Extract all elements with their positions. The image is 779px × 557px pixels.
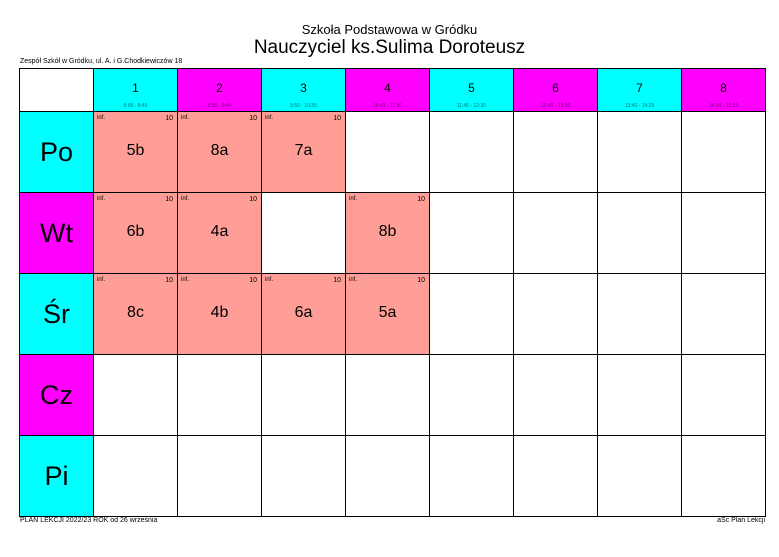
empty-cell bbox=[598, 436, 682, 517]
lesson-room: 10 bbox=[165, 196, 173, 203]
lesson-room: 10 bbox=[333, 277, 341, 284]
lesson-subject: inf. bbox=[181, 277, 190, 283]
empty-cell bbox=[682, 274, 766, 355]
period-time: 12:45 - 13:30 bbox=[540, 103, 571, 109]
empty-cell bbox=[178, 436, 262, 517]
empty-cell bbox=[94, 436, 178, 517]
empty-cell bbox=[178, 355, 262, 436]
grid-corner bbox=[20, 69, 94, 112]
empty-cell bbox=[514, 193, 598, 274]
lesson-subject: inf. bbox=[181, 115, 190, 121]
lesson-class: 5a bbox=[378, 304, 397, 321]
period-number: 7 bbox=[636, 81, 643, 95]
period-time: 8:55 - 9:40 bbox=[207, 103, 232, 109]
period-time: 13:40 - 14:25 bbox=[624, 103, 655, 109]
lesson-class: 7a bbox=[294, 142, 313, 159]
day-row bbox=[20, 112, 766, 193]
period-header-7 bbox=[598, 69, 682, 112]
period-time: 11:45 - 12:30 bbox=[456, 103, 487, 109]
lesson-room: 10 bbox=[417, 196, 425, 203]
day-row bbox=[20, 193, 766, 274]
lesson-room: 10 bbox=[417, 277, 425, 284]
lesson-subject: inf. bbox=[181, 196, 190, 202]
period-number: 6 bbox=[552, 81, 559, 95]
empty-cell bbox=[598, 112, 682, 193]
lesson-room: 10 bbox=[249, 115, 257, 122]
period-number: 5 bbox=[468, 81, 475, 95]
day-label: Pi bbox=[20, 436, 94, 517]
period-time: 9:50 - 10:35 bbox=[290, 103, 317, 109]
empty-cell bbox=[682, 112, 766, 193]
footer-plan-info: PLAN LEKCJI 2022/23 ROK od 26 września bbox=[20, 517, 158, 524]
lesson-cell[interactable] bbox=[178, 274, 262, 355]
lesson-subject: inf. bbox=[97, 196, 106, 202]
empty-cell bbox=[682, 193, 766, 274]
day-row bbox=[20, 274, 766, 355]
day-row bbox=[20, 355, 766, 436]
empty-cell bbox=[598, 355, 682, 436]
lesson-class: 8a bbox=[210, 142, 229, 159]
period-number: 4 bbox=[384, 81, 391, 95]
lesson-cell[interactable] bbox=[262, 274, 346, 355]
empty-cell bbox=[682, 436, 766, 517]
empty-cell bbox=[346, 355, 430, 436]
period-header-5 bbox=[430, 69, 514, 112]
empty-cell bbox=[514, 274, 598, 355]
lesson-cell[interactable] bbox=[346, 274, 430, 355]
empty-cell bbox=[598, 193, 682, 274]
empty-cell bbox=[262, 436, 346, 517]
timetable-grid bbox=[19, 68, 766, 517]
empty-cell bbox=[514, 436, 598, 517]
lesson-subject: inf. bbox=[265, 277, 274, 283]
period-time: 8:00 - 8:45 bbox=[123, 103, 148, 109]
empty-cell bbox=[514, 112, 598, 193]
lesson-cell[interactable] bbox=[262, 112, 346, 193]
lesson-cell[interactable] bbox=[178, 112, 262, 193]
empty-cell bbox=[262, 355, 346, 436]
lesson-room: 10 bbox=[249, 196, 257, 203]
timetable-body bbox=[20, 69, 766, 517]
page-title: Nauczyciel ks.Sulima Doroteusz bbox=[253, 37, 526, 58]
lesson-room: 10 bbox=[165, 277, 173, 284]
empty-cell bbox=[346, 436, 430, 517]
empty-cell bbox=[514, 355, 598, 436]
period-header-2 bbox=[178, 69, 262, 112]
period-number: 8 bbox=[720, 81, 727, 95]
period-header-1 bbox=[94, 69, 178, 112]
empty-cell bbox=[94, 355, 178, 436]
day-label: Po bbox=[20, 112, 94, 193]
lesson-cell[interactable] bbox=[178, 193, 262, 274]
day-label: Wt bbox=[20, 193, 94, 274]
lesson-subject: inf. bbox=[349, 196, 358, 202]
period-header-8 bbox=[682, 69, 766, 112]
empty-cell bbox=[430, 274, 514, 355]
lesson-room: 10 bbox=[165, 115, 173, 122]
lesson-class: 6b bbox=[126, 223, 145, 240]
period-header-3 bbox=[262, 69, 346, 112]
lesson-class: 4a bbox=[210, 223, 229, 240]
lesson-room: 10 bbox=[249, 277, 257, 284]
lesson-class: 5b bbox=[126, 142, 145, 159]
day-row bbox=[20, 436, 766, 517]
school-address: Zespół Szkół w Gródku, ul. A. i G.Chodkiewiczów 18 bbox=[20, 58, 183, 65]
period-number: 2 bbox=[216, 81, 223, 95]
empty-cell bbox=[430, 112, 514, 193]
lesson-class: 8b bbox=[378, 223, 397, 240]
empty-cell bbox=[682, 355, 766, 436]
lesson-subject: inf. bbox=[97, 277, 106, 283]
empty-cell bbox=[430, 193, 514, 274]
day-label: Śr bbox=[20, 274, 94, 355]
lesson-class: 8c bbox=[127, 304, 144, 321]
day-label: Cz bbox=[20, 355, 94, 436]
period-number: 1 bbox=[132, 81, 139, 95]
period-header-6 bbox=[514, 69, 598, 112]
empty-cell bbox=[598, 274, 682, 355]
lesson-subject: inf. bbox=[97, 115, 106, 121]
period-number: 3 bbox=[300, 81, 307, 95]
school-name: Szkoła Podstawowa w Gródku bbox=[301, 22, 478, 37]
lesson-class: 6a bbox=[294, 304, 313, 321]
empty-cell bbox=[430, 355, 514, 436]
lesson-cell[interactable] bbox=[94, 274, 178, 355]
empty-cell bbox=[262, 193, 346, 274]
period-time: 14:30 - 15:15 bbox=[708, 103, 739, 109]
lesson-room: 10 bbox=[333, 115, 341, 122]
period-header-4 bbox=[346, 69, 430, 112]
lesson-subject: inf. bbox=[265, 115, 274, 121]
lesson-cell[interactable] bbox=[346, 193, 430, 274]
lesson-subject: inf. bbox=[349, 277, 358, 283]
empty-cell bbox=[430, 436, 514, 517]
empty-cell bbox=[346, 112, 430, 193]
lesson-class: 4b bbox=[210, 304, 229, 321]
period-header-row bbox=[20, 69, 766, 112]
lesson-cell[interactable] bbox=[94, 193, 178, 274]
footer-app-name: aSc Plan Lekcji bbox=[717, 517, 765, 524]
lesson-cell[interactable] bbox=[94, 112, 178, 193]
period-time: 10:45 - 11:30 bbox=[372, 103, 403, 109]
